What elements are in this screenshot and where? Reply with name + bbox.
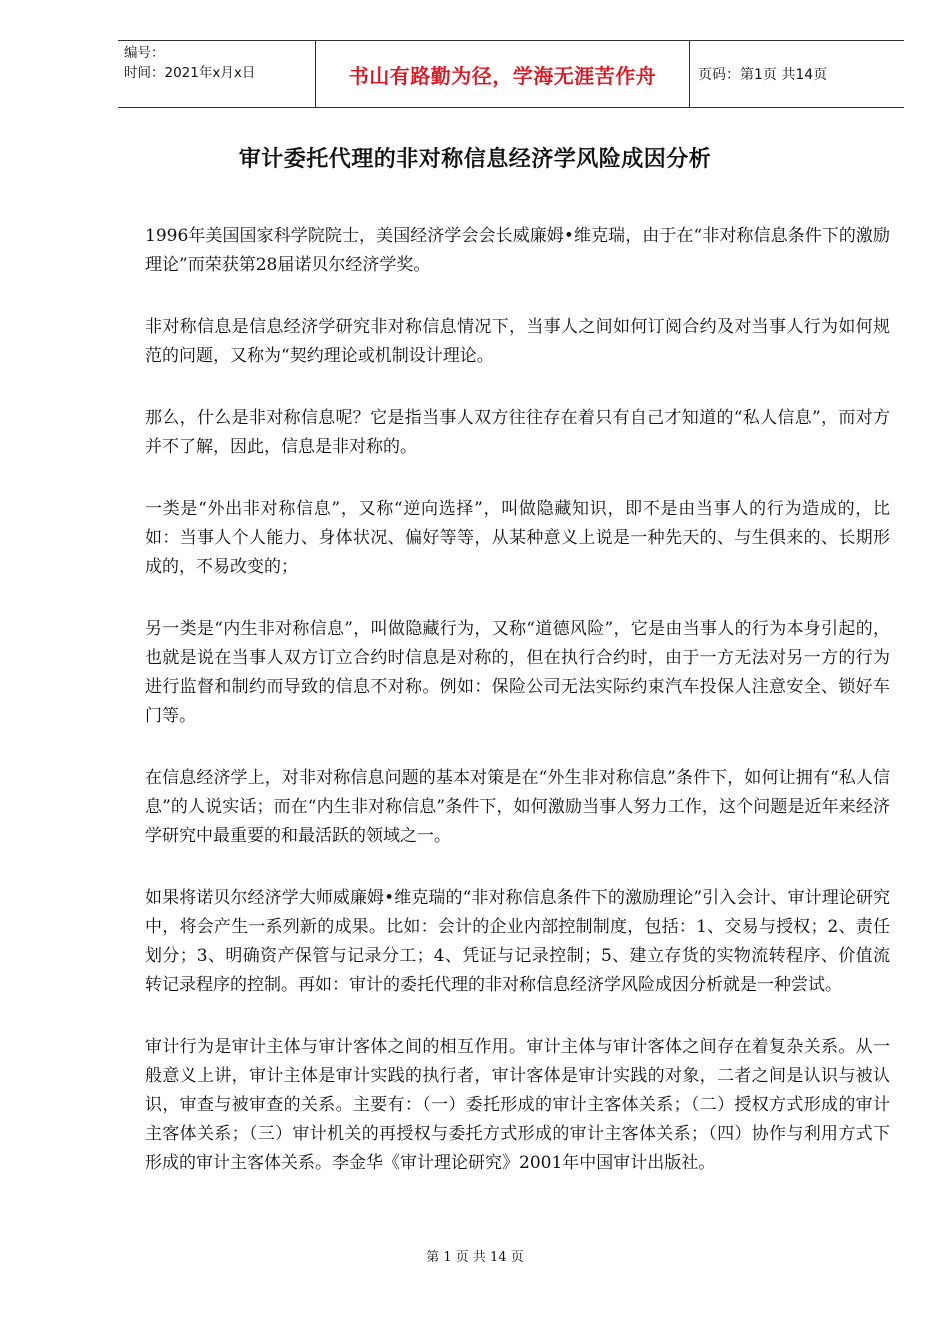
document-title: 审计委托代理的非对称信息经济学风险成因分析 [238, 147, 712, 172]
paragraph: 在信息经济学上，对非对称信息问题的基本对策是在“外生非对称信息”条件下，如何让拥有“私人信息”的人说实话；而在“内生非对称信息”条件下，如何激励当事人努力工作，这个问题是近年来经济学研究中最重要的和最活跃的领域之一。 [145, 768, 890, 846]
page-footer: 第 1 页 共 14 页 [426, 1250, 524, 1265]
paragraph: 审计行为是审计主体与审计客体之间的相互作用。审计主体与审计客体之间存在着复杂关系。从一般意义上讲，审计主体是审计实践的执行者，审计客体是审计实践的对象，二者之间是认识与被认识，审查与被审查的关系。主要有：（一）委托形成的审计主客体关系；（二）授权方式形成的审计主客体关系；（三）审计机关的再授权与委托方式形成的审计主客体关系；（四）协作与利用方式下形成的审计主客体关系。李金华《审计理论研究》2001年中国审计出版社。 [145, 1037, 890, 1173]
paragraph: 另一类是“内生非对称信息”，叫做隐藏行为，又称“道德风险”，它是由当事人的行为本身引起的，也就是说在当事人双方订立合约时信息是对称的，但在执行合约时，由于一方无法对另一方的行为进行监督和制约而导致的信息不对称。例如：保险公司无法实际约束汽车投保人注意安全、锁好车门等。 [145, 619, 890, 726]
serial-number-label: 编号： [124, 45, 165, 61]
paragraph: 那么，什么是非对称信息呢？它是指当事人双方往往存在着只有自己才知道的“私人信息”，而对方并不了解，因此，信息是非对称的。 [145, 408, 890, 457]
paragraph: 一类是“外出非对称信息”，又称“逆向选择”，叫做隐藏知识，即不是由当事人的行为造成的，比如：当事人个人能力、身体状况、偏好等等，从某种意义上说是一种先天的、与生俱来的、长期形成的，不易改变的； [145, 499, 890, 577]
page-header [118, 40, 904, 108]
document-body [145, 222, 890, 1211]
paragraph: 1996年美国国家科学院院士，美国经济学会会长威廉姆•维克瑞，由于在“非对称信息条件下的激励理论”而荣获第28届诺贝尔经济学奖。 [145, 226, 890, 275]
header-page-info: 页码：第1页 共14页 [698, 67, 828, 83]
header-meta [118, 41, 316, 107]
paragraph: 如果将诺贝尔经济学大师威廉姆•维克瑞的“非对称信息条件下的激励理论”引入会计、审计理论研究中，将会产生一系列新的成果。比如：会计的企业内部控制制度，包括：1、交易与授权；2、责任划分；3、明确资产保管与记录分工；4、凭证与记录控制；5、建立存货的实物流转程序、价值流转记录程序的控制。再如：审计的委托代理的非对称信息经济学风险成因分析就是一种尝试。 [145, 888, 890, 995]
paragraph: 非对称信息是信息经济学研究非对称信息情况下，当事人之间如何订阅合约及对当事人行为如何规范的问题，又称为“契约理论或机制设计理论。 [145, 317, 890, 366]
date-label: 时间：2021年x月x日 [124, 65, 256, 81]
header-slogan: 书山有路勤为径，学海无涯苦作舟 [316, 41, 690, 107]
